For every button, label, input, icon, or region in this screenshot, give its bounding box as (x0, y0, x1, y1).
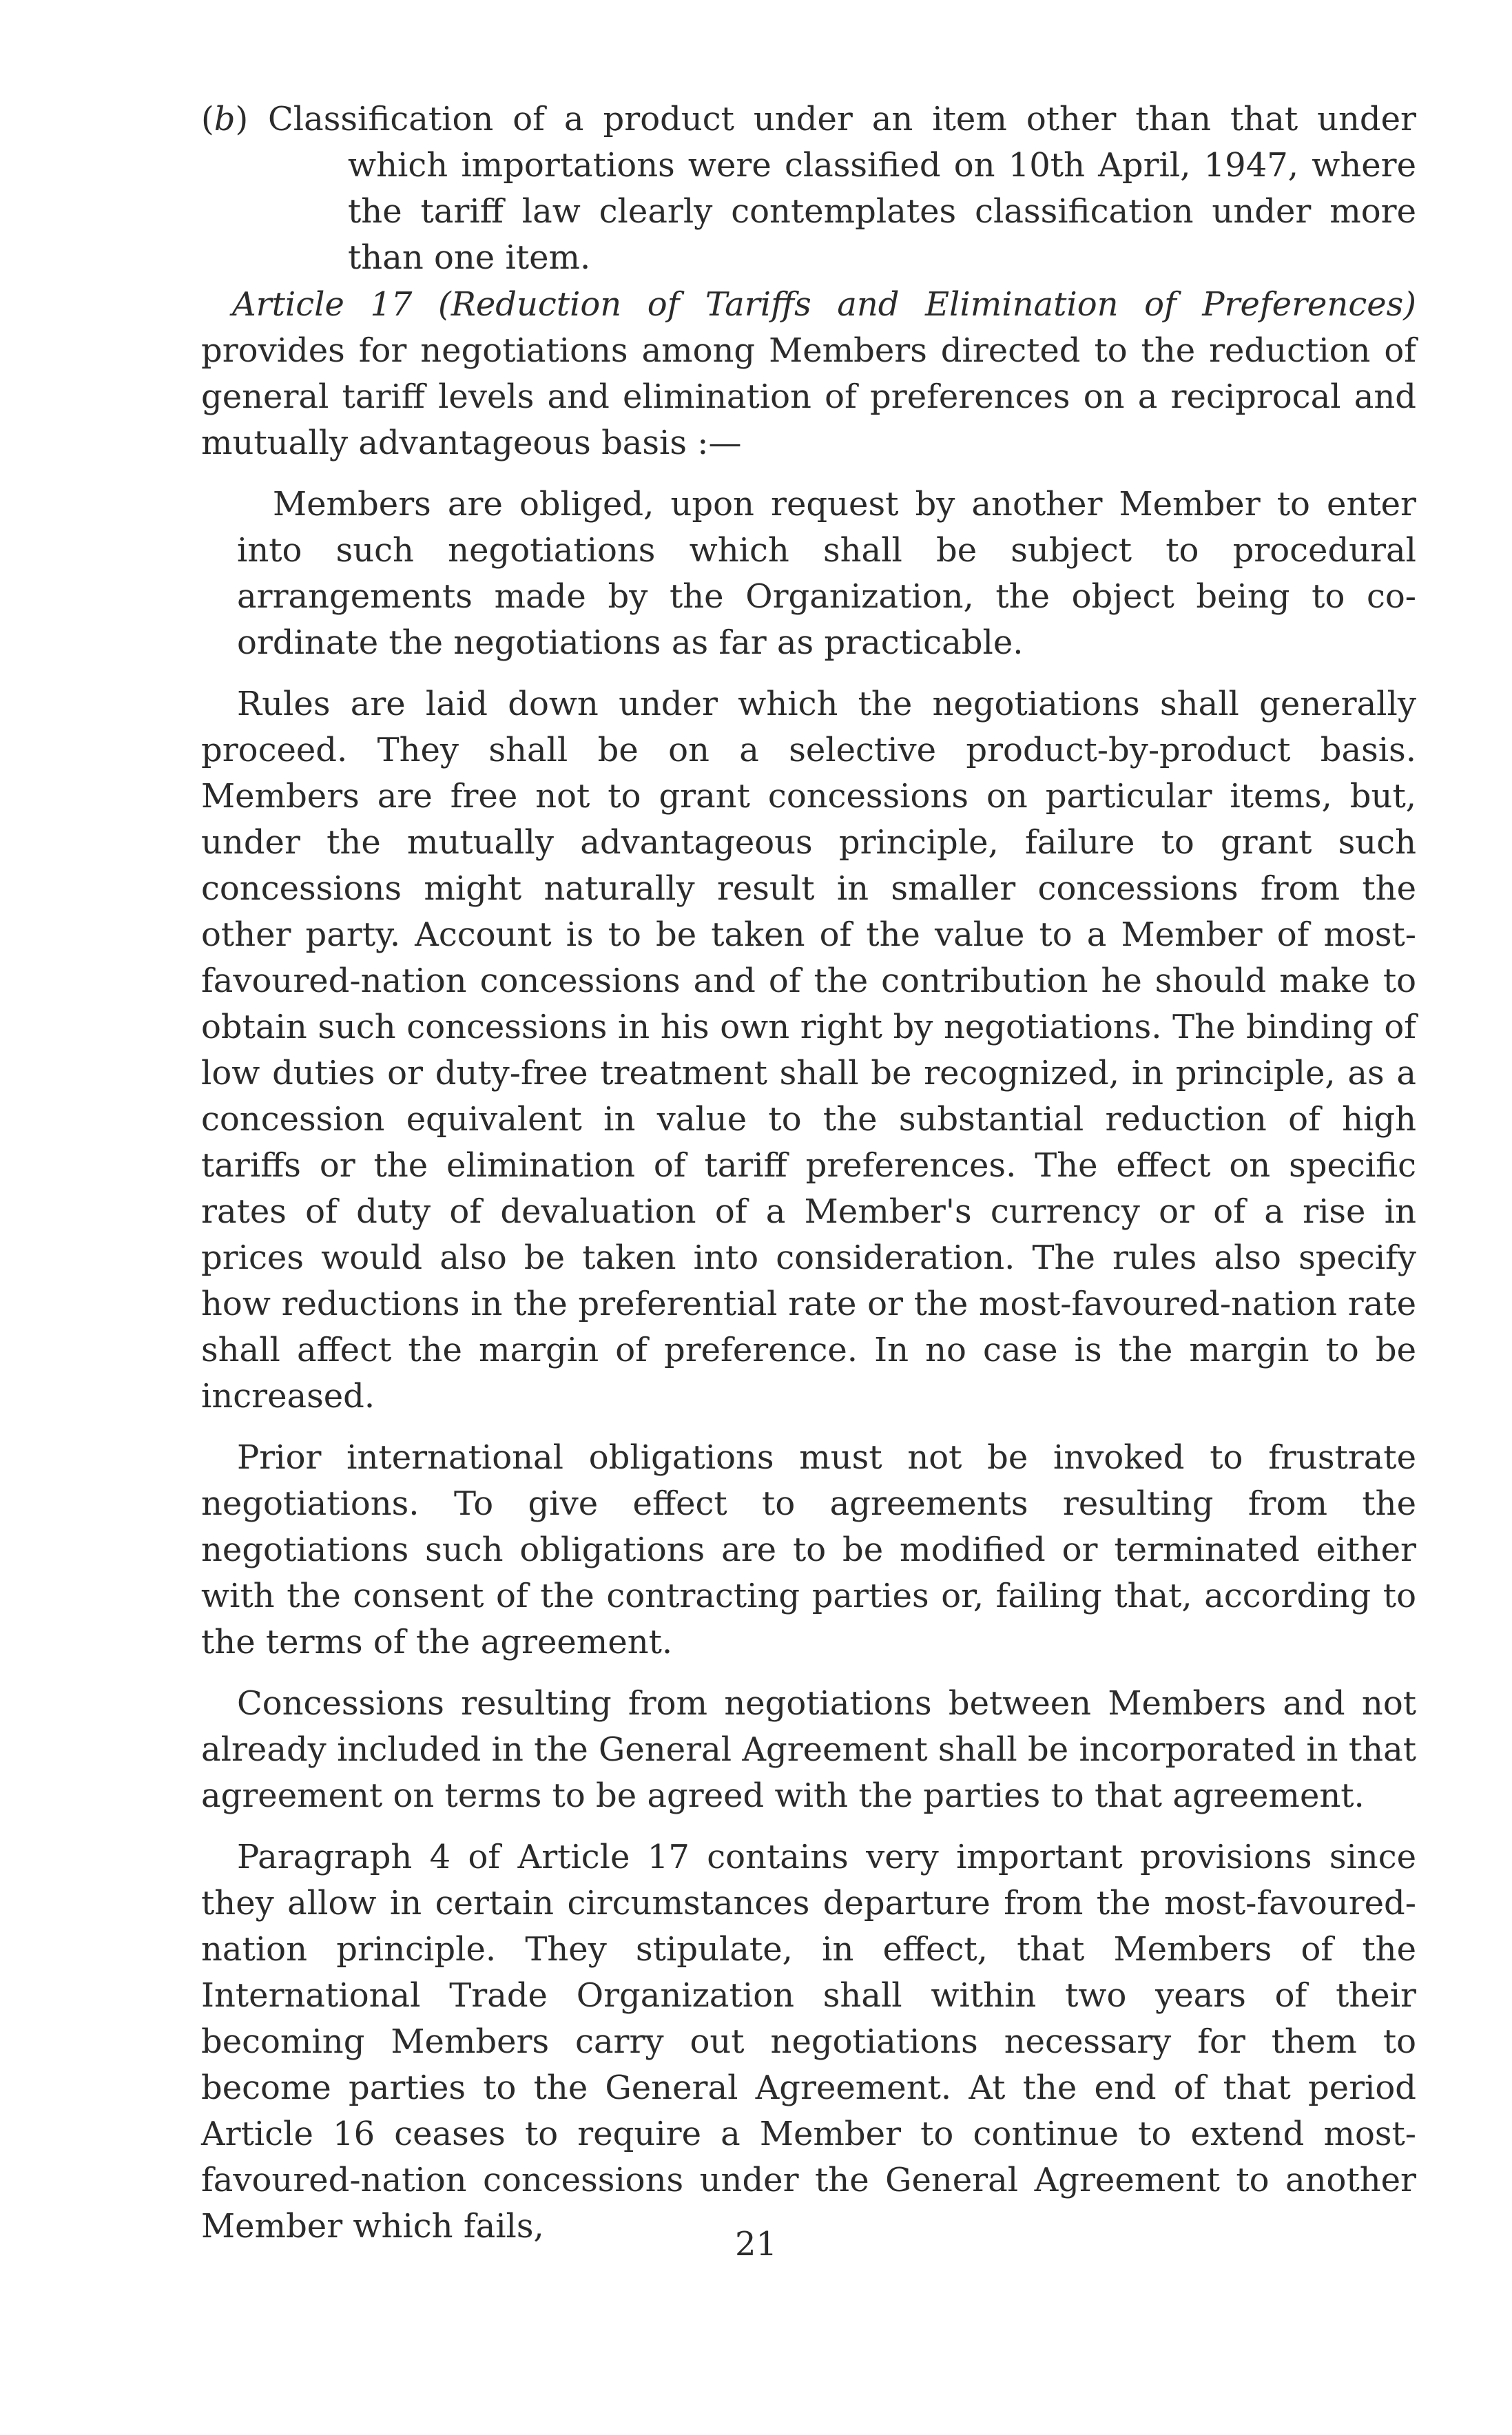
paragraph-prior-obligations: Prior international obligations must not be invoked to frustrate negotiations. To give effect to agreements resulting from the negotiations such obligations are to be modified or terminated either with the consent of the contracting parties or, failing that, according to the terms of the agreement. (201, 1438, 1416, 1661)
list-item-b (201, 96, 1416, 281)
paragraph-concessions: Concessions resulting from negotiations between Members and not already included in the General Agreement shall be incorporated in that agreement on terms to be agreed with the parties to that agreement. (201, 1684, 1416, 1815)
article-heading: Article 17 (Reduction of Tariffs and Elimination of Preferences) (232, 285, 1416, 324)
page-number: 21 (734, 2225, 778, 2263)
list-marker: (b) (201, 100, 249, 138)
list-item-text: Classification of a product under an item other than that under which importations were classified on 10th April, 1947, where the tariff law clearly contemplates classification under more than one item. (268, 100, 1416, 277)
body-text (201, 282, 1416, 2265)
paragraph-rules: Rules are laid down under which the negotiations shall generally proceed. They shall be on a selective product-by-product basis. Members are free not to grant concessions on particular items, but, under the mutually advantageous principle, failure to grant such concessions might naturally result in smaller concessions from the other party. Account is to be taken of the value to a Member of most-favoured-nation concessions and of the contribution he should make to obtain such concessions in his own right by negotiations. The binding of low duties or duty-free treatment shall be recognized, in principle, as a concession equivalent in value to the substantial reduction of high tariffs or the elimination of tariff preferences. The effect on specific rates of duty of devaluation of a Member's currency or of a rise in prices would also be taken into consideration. The rules also specify how reductions in the preferential rate or the most-favoured-nation rate shall affect the margin of preference. In no case is the margin to be increased. (201, 685, 1416, 1416)
article-intro-text: provides for negotiations among Members directed to the reduction of general tariff levels and elimination of preferences on a reciprocal and mutually advantageous basis :— (201, 331, 1416, 462)
article-17-intro-paragraph (201, 282, 1416, 466)
quoted-provision: Members are obliged, upon request by another Member to enter into such negotiations which shall be subject to procedural arrangements made by the Organization, the object being to co-ordinate the negotiations as far as practicable. (237, 485, 1416, 662)
paragraph-article-17-para-4: Paragraph 4 of Article 17 contains very important provisions since they allow in certain circumstances departure from the most-favoured-nation principle. They stipulate, in effect, that Members of the International Trade Organization shall within two years of their becoming Members carry out negotiations necessary for them to become parties to the General Agreement. At the end of that period Article 16 ceases to require a Member to continue to extend most-favoured-nation concessions under the General Agreement to another Member which fails, (201, 1838, 1416, 2246)
